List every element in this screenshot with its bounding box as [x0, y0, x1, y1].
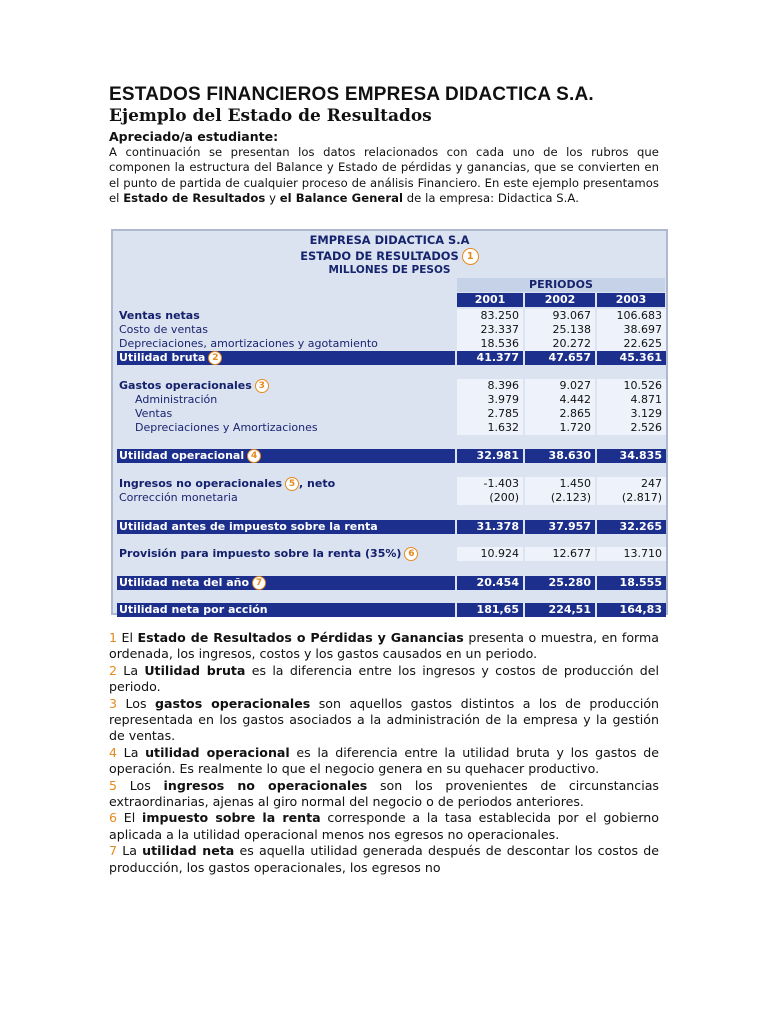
note-text: La: [117, 662, 145, 678]
note-number: 7: [109, 843, 118, 859]
cell-2002: 4.442: [559, 393, 591, 406]
marker-7-icon: 7: [252, 576, 266, 590]
note-item: [109, 630, 659, 663]
note-text: Los: [117, 695, 156, 711]
row-label-text: Costo de ventas: [119, 323, 208, 336]
table-company-name: EMPRESA DIDACTICA S.A: [309, 233, 470, 247]
document-subtitle: Ejemplo del Estado de Resultados: [109, 106, 432, 126]
note-text: es aquella utilidad generada después de descontar los costos de producción, los gastos operacionales, los egresos no: [109, 843, 659, 875]
year-header-2001: 2001: [457, 293, 523, 307]
table-row: [117, 491, 666, 505]
marker-2-icon: 2: [208, 351, 222, 365]
row-label: [119, 309, 200, 323]
table-row: [117, 576, 666, 590]
row-label-text: Gastos operacionales: [119, 379, 252, 392]
cell-2003: 10.526: [623, 379, 662, 392]
intro-text-3: de la empresa: Didactica S.A.: [403, 191, 579, 206]
cell-2001: 20.454: [476, 576, 519, 589]
table-row: [117, 337, 666, 351]
note-number: 3: [109, 695, 118, 711]
cell-2002: 20.272: [552, 337, 591, 350]
row-label-text: Utilidad neta del año: [119, 576, 250, 589]
row-label: [119, 547, 418, 561]
cell-2001: 1.632: [487, 421, 519, 434]
note-item: [109, 696, 659, 745]
cell-2002: 25.280: [548, 576, 591, 589]
note-item: [109, 745, 659, 778]
cell-2002: 47.657: [548, 351, 591, 364]
cell-2001: -1.403: [483, 477, 519, 490]
note-term: ingresos no operacionales: [163, 777, 368, 793]
cell-2003: 3.129: [630, 407, 662, 420]
table-row: [117, 520, 666, 534]
cell-2002: (2.123): [550, 491, 591, 504]
row-label-text: Utilidad operacional: [119, 449, 245, 462]
note-item: [109, 778, 659, 811]
document-title: ESTADOS FINANCIEROS EMPRESA DIDACTICA S.A.: [109, 84, 594, 105]
cell-2001: 8.396: [487, 379, 519, 392]
row-label: [119, 491, 238, 505]
table-row: [117, 477, 666, 491]
row-label-text: Depreciaciones, amortizaciones y agotamiento: [119, 337, 378, 350]
cell-2003: 106.683: [616, 309, 662, 322]
cell-2003: 45.361: [619, 351, 662, 364]
intro-bold-1: Estado de Resultados: [123, 191, 266, 206]
cell-2003: 38.697: [623, 323, 662, 336]
note-term: utilidad neta: [142, 843, 235, 859]
intro-paragraph: [109, 145, 659, 207]
note-text: son aquellos gastos distintos a los de producción representada en los gastos asociados a la administración de la empresa y la gestión de ventas.: [109, 695, 660, 744]
cell-2001: 181,65: [476, 603, 519, 616]
note-text: La: [117, 744, 146, 760]
note-text: La: [117, 843, 143, 859]
note-term: Utilidad bruta: [144, 662, 246, 678]
row-label-text: Ventas: [135, 407, 173, 420]
cell-2003: 18.555: [619, 576, 662, 589]
row-label-text: Administración: [135, 393, 218, 406]
cell-2002: 93.067: [552, 309, 591, 322]
table-row: [117, 309, 666, 323]
marker-4-icon: 4: [247, 449, 261, 463]
table-row: [117, 379, 666, 393]
row-label-text: Utilidad bruta: [119, 351, 206, 364]
cell-2001: 18.536: [480, 337, 519, 350]
row-label: [119, 520, 378, 534]
cell-2002: 12.677: [552, 547, 591, 560]
marker-5-icon: 5: [285, 477, 299, 491]
intro-text-2: y: [265, 191, 280, 206]
cell-2002: 1.720: [559, 421, 591, 434]
cell-2001: 10.924: [480, 547, 519, 560]
cell-2003: 4.871: [630, 393, 662, 406]
row-label: [135, 407, 172, 421]
intro-text-1: A continuación se presentan los datos relacionados con cada uno de los rubros que componen la estructura del Balance y Estado de pérdidas y ganancias, que se convierten en el punto de partida de cualquier proceso de análisis Financiero. En este ejemplo presentamos el: [109, 145, 659, 206]
cell-2003: 13.710: [623, 547, 662, 560]
row-label-text: Provisión para impuesto sobre la renta (35%): [119, 547, 402, 560]
cell-2001: 2.785: [487, 407, 519, 420]
cell-2003: 2.526: [630, 421, 662, 434]
row-label: [119, 379, 269, 393]
intro-bold-2: el Balance General: [279, 191, 404, 206]
table-row: [117, 603, 666, 617]
note-number: 2: [109, 662, 118, 678]
greeting: Apreciado/a estudiante:: [109, 129, 279, 144]
table-statement-title-text: ESTADO DE RESULTADOS: [300, 249, 459, 263]
notes-list: [109, 630, 659, 876]
row-label: [119, 603, 268, 617]
row-label: [119, 323, 208, 337]
note-item: [109, 663, 659, 696]
row-label-text: Utilidad antes de impuesto sobre la renta: [119, 520, 378, 533]
note-text: es la diferencia entre los ingresos y costos de producción del periodo.: [109, 662, 659, 695]
note-term: Estado de Resultados o Pérdidas y Ganancias: [137, 630, 464, 645]
row-label: [119, 449, 261, 463]
cell-2001: 41.377: [476, 351, 519, 364]
cell-2001: 3.979: [487, 393, 519, 406]
cell-2003: 247: [641, 477, 662, 490]
table-row: [117, 421, 666, 435]
year-header-2002: 2002: [525, 293, 595, 307]
cell-2003: 34.835: [619, 449, 662, 462]
note-text: corresponde a la tasa establecida por el gobierno aplicada a la utilidad operacional menos nos egresos no operacionales.: [109, 810, 659, 842]
cell-2003: 164,83: [619, 603, 662, 616]
row-label: [119, 351, 222, 365]
note-term: impuesto sobre la renta: [142, 810, 321, 826]
note-item: [109, 810, 659, 843]
note-item: [109, 843, 659, 876]
cell-2001: 23.337: [480, 323, 519, 336]
note-text: son los provenientes de circunstancias extraordinarias, ajenas al giro normal del negocio o de periodos anteriores.: [109, 777, 659, 810]
cell-2001: 31.378: [476, 520, 519, 533]
marker-1-icon: 1: [462, 248, 479, 265]
cell-2002: 1.450: [559, 477, 591, 490]
cell-2001: 83.250: [480, 309, 519, 322]
cell-2001: (200): [489, 491, 519, 504]
cell-2003: 22.625: [623, 337, 662, 350]
row-label: [135, 421, 318, 435]
year-header-2003: 2003: [597, 293, 665, 307]
note-number: 5: [109, 777, 118, 793]
note-number: 6: [109, 810, 118, 826]
note-term: utilidad operacional: [145, 744, 290, 760]
marker-3-icon: 3: [255, 379, 269, 393]
row-label: [135, 393, 217, 407]
row-label-text: Corrección monetaria: [119, 491, 238, 504]
row-label-text: Depreciaciones y Amortizaciones: [135, 421, 318, 434]
row-label: [119, 576, 266, 590]
row-label-text: Ingresos no operacionales: [119, 477, 283, 490]
note-text: Los: [117, 777, 164, 793]
table-units: MILLONES DE PESOS: [328, 264, 451, 276]
note-text: El: [117, 630, 138, 645]
note-text: es la diferencia entre la utilidad bruta y los gastos de operación. Es realmente lo que el negocio genera en su quehacer productivo.: [109, 744, 659, 777]
row-label: [119, 477, 335, 491]
note-text: presenta o muestra, en forma ordenada, los ingresos, costos y los gastos causados en un periodo.: [109, 630, 659, 662]
row-label-suffix: , neto: [299, 477, 336, 490]
note-number: 4: [109, 744, 118, 760]
cell-2002: 9.027: [559, 379, 591, 392]
note-text: El: [117, 810, 143, 826]
note-term: gastos operacionales: [155, 695, 311, 711]
table-row: [117, 407, 666, 421]
cell-2001: 32.981: [476, 449, 519, 462]
note-number: 1: [109, 630, 118, 645]
document-header: [109, 84, 659, 207]
table-row: [117, 351, 666, 365]
marker-6-icon: 6: [404, 547, 418, 561]
cell-2003: (2.817): [621, 491, 662, 504]
cell-2002: 38.630: [548, 449, 591, 462]
cell-2002: 224,51: [548, 603, 591, 616]
cell-2003: 32.265: [619, 520, 662, 533]
table-row: [117, 547, 666, 561]
income-statement-table: [111, 229, 668, 615]
periods-header: PERIODOS: [457, 278, 665, 292]
row-label-text: Ventas netas: [119, 309, 200, 322]
cell-2002: 37.957: [548, 520, 591, 533]
table-row: [117, 449, 666, 463]
table-row: [117, 323, 666, 337]
row-label-text: Utilidad neta por acción: [119, 603, 268, 616]
cell-2002: 2.865: [559, 407, 591, 420]
cell-2002: 25.138: [552, 323, 591, 336]
row-label: [119, 337, 378, 351]
table-row: [117, 393, 666, 407]
